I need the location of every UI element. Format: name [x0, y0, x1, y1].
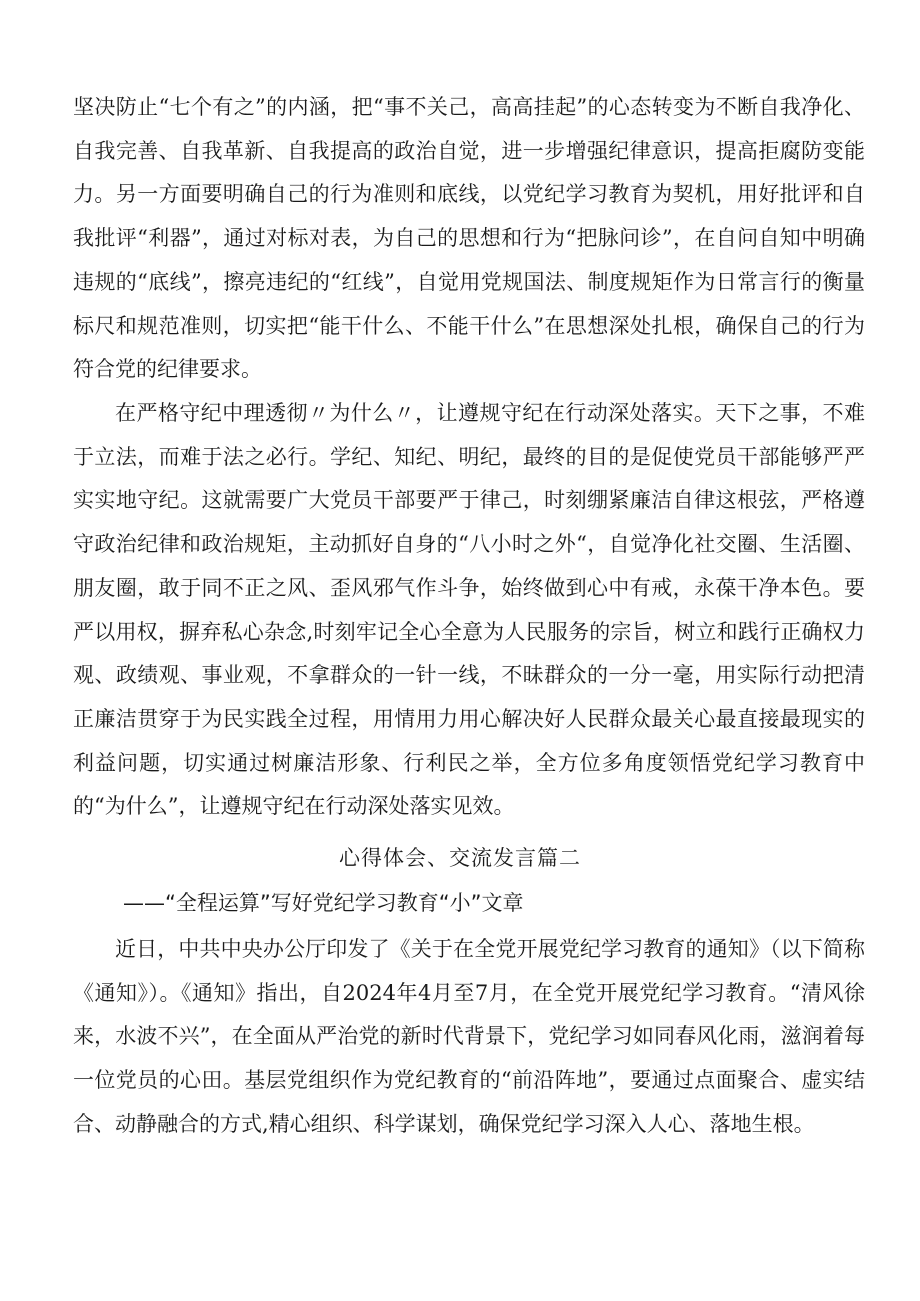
body-paragraph-2: 在严格守纪中理透彻〃为什么〃，让遵规守纪在行动深处落实。天下之事，不难于立法，而难于法之必行。学纪、知纪、明纪，最终的目的是促使党员干部能够严严实实地守纪。这就需要广大党员干部要严于律己，时刻绷紧廉洁自律这根弦，严格遵守政治纪律和政治规矩，主动抓好自身的“八小时之外“，自觉净化社交圈、生活圈、朋友圈，敢于同不正之风、歪风邪气作斗争，始终做到心中有戒，永葆干净本色。要严以用权，摒弃私心杂念,时刻牢记全心全意为人民服务的宗旨，树立和践行正确权力观、政绩观、事业观，不拿群众的一针一线，不昧群众的一分一毫，用实际行动把清正廉洁贯穿于为民实践全过程，用情用力用心解决好人民群众最关心最直接最现实的利益问题，切实通过树廉洁形象、行利民之举，全方位多角度领悟党纪学习教育中的“为什么”，让遵规守纪在行动深处落实见效。: [73, 401, 866, 819]
body-paragraph-1: 坚决防止“七个有之”的内涵，把“事不关己，高高挂起”的心态转变为不断自我净化、自我完善、自我革新、自我提高的政治自觉，进一步增强纪律意识，提高拒腐防变能力。另一方面要明确自己的行为准则和底线，以党纪学习教育为契机，用好批评和自我批评“利器”，通过对标对表，为自己的思想和行为“把脉问诊”，在自问自知中明确违规的“底线”，擦亮违纪的“红线”，自觉用党规国法、制度规矩作为日常言行的衡量标尺和规范准则，切实把“能干什么、不能干什么”在思想深处扎根，确保自己的行为符合党的纪律要求。: [73, 95, 865, 382]
body-paragraph-3: 近日，中共中央办公厅印发了《关于在全党开展党纪学习教育的通知》（以下简称《通知》）。《通知》指出，自2024年4月至7月，在全党开展党纪学习教育。“清风徐来，水波不兴”，在全面从严治党的新时代背景下，党纪学习如同春风化雨，滋润着每一位党员的心田。基层党组织作为党纪教育的“前沿阵地”，要通过点面聚合、虚实结合、动静融合的方式,精心组织、科学谋划，确保党纪学习深入人心、落地生根。: [73, 937, 865, 1136]
section-heading: 心得体会、交流发言篇二: [339, 846, 581, 870]
section-subtitle: ——“全程运算”写好党纪学习教育“小”文章: [123, 891, 524, 915]
